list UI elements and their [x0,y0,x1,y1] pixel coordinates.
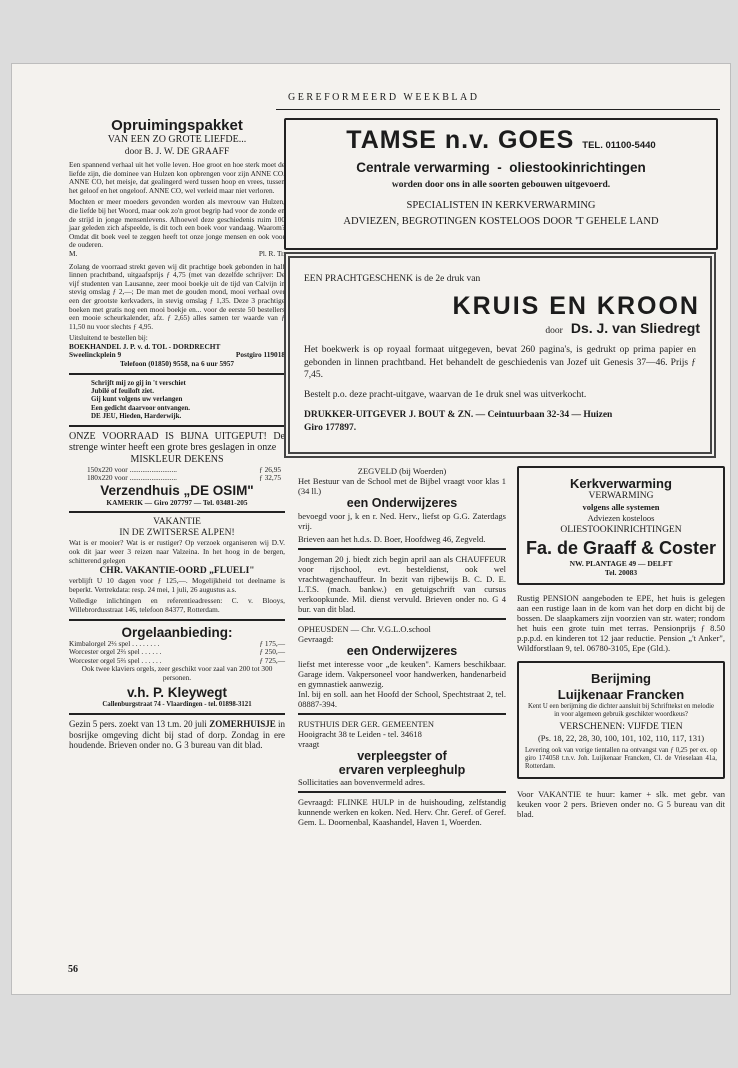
item-price: ƒ 250,— [259,647,285,657]
graaff-name: Fa. de Graaff & Coster [525,538,717,558]
header-rule [276,109,720,110]
order-line: Uitsluitend te bestellen bij: [69,333,148,343]
zomerhuisje-highlight: ZOMERHUISJE [209,719,276,730]
shop-giro: Postgiro 119018 [235,350,285,360]
rusthuis-role2: ervaren verpleeghulp [338,763,466,777]
berijming-order: Levering ook van vorige tientallen na ontvangst van ƒ 0,25 per ex. op giro 174058 t.n.v. Joh. Luijkenaar Francken, Cl. de Vrieselaan 41a, Rotterdam. [525,747,717,770]
osim-info: KAMERIK — Giro 207797 — Tel. 03481-205 [106,497,248,507]
item-label: Kimbalorgel 2⅔ spel . . . . . . . . [69,638,160,648]
berijming-ad [517,661,725,779]
jeu-line5: DE JEU, Hieden, Harderwijk. [91,412,182,421]
tamse-line1: Centrale verwarming - oliestookinrichtingen [356,160,646,175]
item-label: 180x220 voor .......................... [87,473,177,483]
shop-street: Sweelinckplein 9 [69,350,122,360]
kleywegt-address: Callenburgstraat 74 - Vlaardingen - tel. 01898-3121 [102,700,252,708]
graaff-title: Kerkverwarming [570,476,672,491]
opheusden-asked: Gevraagd: [298,634,334,644]
opheusden-info: Inl. bij en soll. aan het Hoofd der School, Spechtstraat 2, tel. 08887-394. [298,689,506,709]
tamse-line2: worden door ons in alle soorten gebouwen uitgevoerd. [391,180,611,190]
rusthuis-address: Hooigracht 38 te Leiden - tel. 34618 [298,729,422,739]
vakantie-info: Volledige inlichtingen en referentieadressen: C. v. Blooys, Willebrordusstraat 146, telefoon 84377, Rotterdam. [69,596,285,615]
kruis-by: door [545,326,563,336]
item-label: 150x220 voor .......................... [87,464,177,474]
vakantie-title1: VAKANTIE [153,517,201,528]
rusthuis-heading: RUSTHUIS DER GER. GEMEENTEN [298,719,434,729]
kruis-intro: EEN PRACHTGESCHENK is de 2e druk van [304,274,481,284]
hulp-ad: Gevraagd: FLINKE HULP in de huishouding, zelfstandig kunnende werken en koken. Ned. Herv. Chr. Geref. of Geref. Gem. L. Doornenbal, Kaashandel, Haven 1, Woerden. [298,797,506,827]
signature-left: M. [69,248,78,258]
vakantie-details: verblijft U 10 dagen voor ƒ 125,—. Mogelijkheid tot deelname is beperkt. Vertrekdata: resp. 24 mei, 1 juli, 26 augustus a.s. [69,576,285,594]
opruiming-para3: Zolang de voorraad strekt geven wij dit prachtige boek gebonden in half linnen prachtband, uitgaafsprijs ƒ 4,75 (met van dezelfde schrijver: De vijf studenten van Lausanne, zeer mooi boekje uit de tijd van Calvijn in stevig omslag ƒ 2,—; De man met de gouden mond, mooi verhaal over een der grootste kerkvaders, in stevig omslag ƒ 1,35. Deze 3 prachtige boeken met gratis nog een mooi boekje en... voor de eerste 50 bestellers een mooie scheurkalender, afz. ƒ 2,65) alles samen ter waarde van ƒ 11,50 nu voor slechts ƒ 4,95. [69,261,285,331]
divider [69,425,285,427]
divider [69,713,285,715]
opheusden-heading: OPHEUSDEN — Chr. V.G.L.O.school [298,624,431,634]
item-price: ƒ 32,75 [259,473,281,483]
kruis-byline [545,320,700,338]
graaff-line4: OLIESTOOKINRICHTINGEN [560,525,682,535]
rusthuis-asks: vraagt [298,739,320,749]
berijming-psalms: (Ps. 18, 22, 28, 30, 100, 101, 102, 110, 117, 131) [537,733,705,743]
pension-ad: Rustig PENSION aangeboden te EPE, het huis is gelegen aan een rustige laan in de kom van het dorp en dicht bij de bossen. De slaapkamers zijn voorzien van str. water; rondom het huis een grote tuin met terras. Pensionprijs ƒ 8.50 p.p.p.d. en kinderen tot 12 jaar reductie. Pension „'t Anker", Wildforstlaan 9, tel. 06780-3105, Epe (Gld.). [517,593,725,653]
vakantie-title2: IN DE ZWITSERSE ALPEN! [119,528,235,539]
kruis-note: Bestelt p.o. deze pracht-uitgave, waarvan de 1e druk snel was uitverkocht. [304,390,587,400]
graaff-ad [517,466,725,585]
jeu-ad [69,379,285,421]
kleywegt-shop: v.h. P. Kleywegt [126,684,228,700]
opruiming-title: Opruimingspakket [111,117,243,134]
middle-column [298,466,506,827]
graaff-tel: Tel. 20083 [604,568,638,577]
opheusden-role: een Onderwijzeres [346,644,458,658]
vakantie-rental-ad: Voor VAKANTIE te huur: kamer + slk. met gebr. van keuken voor 2 pers. Brieven onder no. G 5 bureau van dit blad. [517,789,725,819]
zegveld-reply: Brieven aan het h.d.s. D. Boer, Hoofdweg 46, Zegveld. [298,534,486,544]
graaff-address: NW. PLANTAGE 49 — DELFT [569,559,673,568]
kruis-body: Het boekwerk is op royaal formaat uitgegeven, bevat 260 pagina's, is gedrukt op prima papier en gebonden in linnen prachtband. Het behandelt de geschiedenis van Jozef uit Genesis 37—46. Prijs ƒ 7,45. [304,345,696,380]
opruiming-para2: Mochten er meer moeders gevonden worden als mevrouw van Hulzen, die liefde bij het Woord, maar ook zo'n groot begrip had voor de zonde en de strijd in jonge mensenlevens. Alhoewel deze geschiedenis ruim 100 jaar geleden zich afspeelde, is dit toch een boek voor vandaag. Waarom? Omdat dit boek veel te zeggen heeft tot onze jonge mensen en ook voor de ouderen. [69,197,285,250]
kruis-title: KRUIS EN KROON [452,292,700,320]
opruiming-para1: Een spannend verhaal uit het volle leven. Hoe groot en hoe sterk moet de liefde zijn, die dominee van Hulzen kon opbrengen voor zijn ANNE CO. ANNE CO, het meisje, dat gealingerd werd tussen hoop en vrees, tussen het geloof en het ongeloof. ANNE CO, wel verleid maar niet verloren. [69,160,285,195]
vakantie-intro: Wat is er mooier? Wat is er rustiger? Op verzoek organiseren wij D.V. ook dit jaar weer 3 reizen naar Valzeina. In het hoog in de bergen, schitterend gelegen [69,538,285,565]
kruis-publisher: DRUKKER-UITGEVER J. BOUT & ZN. — Ceintuurbaan 32-34 — Huizen [304,410,613,420]
graaff-line2: volgens alle systemen [582,502,660,512]
kruis-giro: Giro 177897. [304,423,357,433]
divider [69,511,285,513]
kruis-author: Ds. J. van Sliedregt [570,320,700,336]
opruiming-subtitle: VAN EEN ZO GROTE LIEFDE... [107,134,247,145]
item-price: ƒ 26,95 [259,464,281,474]
zomerhuisje-text-a: Gezin 5 pers. zoekt van 13 t.m. 20 juli [69,719,207,730]
opruiming-author: door B. J. W. DE GRAAFF [124,147,230,157]
tamse-line3: SPECIALISTEN IN KERKVERWARMING [406,200,596,211]
zegveld-role: een Onderwijzeres [346,496,458,510]
shop-phone: Telefoon (01850) 9558, na 6 uur 5957 [119,359,235,369]
jeu-line4: Een gedicht daarvoor ontvangen. [91,403,191,412]
price-row [87,474,281,483]
osim-shop: Verzendhuis „DE OSIM" [100,482,254,498]
page-number: 56 [68,964,78,975]
kruis-ad [284,252,716,458]
jeu-line1: Schrijft mij zo gij in 't verschiet [91,378,186,387]
opheusden-body: liefst met interesse voor „de keuken". Kamers beschikbaar. Garage idem. Vakpersoneel voor handwerken, handenarbeid en gymnastiek aanwezig. [298,659,506,689]
zegveld-heading: ZEGVELD (bij Woerden) [357,466,447,476]
item-label: Worcester orgel 5⅔ spel . . . . . . [69,655,162,665]
dekens-title: MISKLEUR DEKENS [130,453,224,465]
zomerhuisje-text-b: in bosrijke omgeving dicht bij stad of dorp. Zondag in ere houdende. Brieven onder no. G 3 bureau van dit blad. [69,719,286,751]
vakantie-oord: CHR. VAKANTIE-OORD „FLUELI" [99,566,255,577]
berijming-name: Luijkenaar Francken [557,687,685,702]
shop-name: BOEKHANDEL J. P. v. d. TOL - DORDRECHT [69,341,221,351]
berijming-verschenen: VERSCHENEN: VIJFDE TIEN [559,722,683,732]
rusthuis-note: Sollicitaties aan bovenvermeld adres. [298,777,425,787]
zomerhuisje-ad [69,719,285,751]
tamse-name: TAMSE n.v. GOES [346,126,575,154]
divider [298,713,506,715]
zegveld-requirements: bevoegd voor j, k en r. Ned. Herv., liefst op G.G. Zaterdags vrij. [298,511,506,531]
chauffeur-ad: Jongeman 20 j. biedt zich begin april aan als CHAUFFEUR voor rijschool, evt. besteldienst, ook wel vrachtwagenchauffeur. In bezit van rijbewijs B. C. D. E. L.T.S. (mach. bankw.) en getuigschrift van cursus verkoopkunde. Mil. dienst vervuld. Brieven onder no. G 4 bur. van dit blad. [298,554,506,614]
item-label: Worcester orgel 2⅔ spel . . . . . . [69,647,162,657]
tamse-line4: ADVIEZEN, BEGROTINGEN KOSTELOOS DOOR 'T GEHELE LAND [343,216,659,227]
right-column [517,466,725,819]
item-price: ƒ 175,— [259,638,285,648]
item-price: ƒ 725,— [259,655,285,665]
jeu-line2: Jubilé of feuiloft ziet. [91,387,154,396]
dekens-intro: ONZE VOORRAAD IS BIJNA UITGEPUT! De strenge winter heeft een grote bres geslagen in onze [69,430,285,454]
newspaper-page [12,64,730,994]
orgel-title: Orgelaanbieding: [121,624,233,640]
opruiming-signature [69,250,285,259]
berijming-intro: Kent U een berijming die dichter aansluit bij Schrifttekst en melodie in voor algemeen gebruik geschikter woordkeus? [527,703,715,718]
divider [298,618,506,620]
dekens-prices [69,466,285,483]
divider [298,791,506,793]
divider [298,548,506,550]
signature-right: Pl. R. Tr. [258,248,285,258]
left-column [69,114,285,751]
tamse-ad [284,118,718,250]
zegveld-body: Het Bestuur van de School met de Bijbel vraagt voor klas 1 (34 ll.) [298,476,506,496]
divider [69,619,285,621]
berijming-title: Berijming [591,671,651,686]
divider [69,373,285,375]
rusthuis-role1: verpleegster of [357,749,447,763]
graaff-line3: Adviezen kosteloos [587,513,655,523]
tamse-tel: TEL. 01100-5440 [582,140,656,151]
running-title: GEREFORMEERD WEEKBLAD [288,92,480,103]
orgel-note: Ook twee klaviers orgels, zeer geschikt voor zaal van 200 tot 300 personen. [81,664,273,682]
graaff-line1: VERWARMING [588,491,654,501]
tamse-header [286,126,716,155]
jeu-line3: Gij kunt volgens uw verlangen [91,395,183,404]
